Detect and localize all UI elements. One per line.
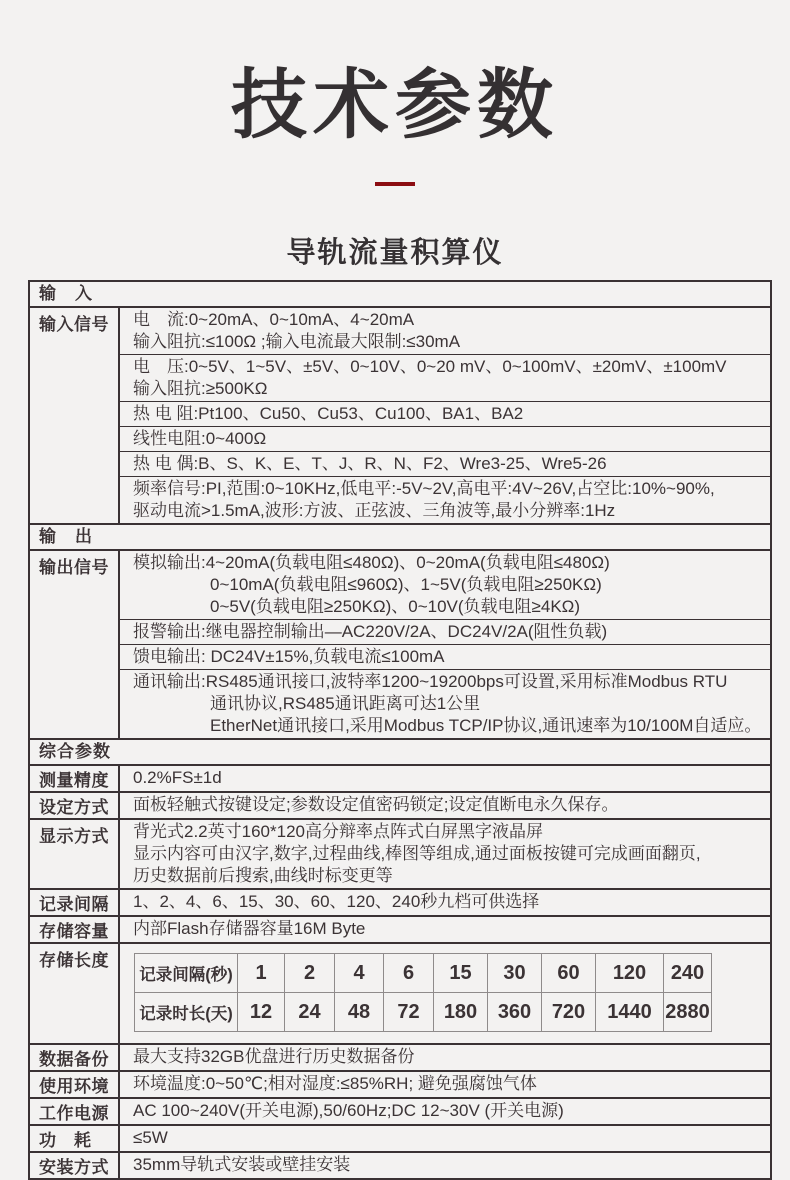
input-voltage-line1: 电 压:0~5V、1~5V、±5V、0~10V、0~20 mV、0~100mV、±20mV、±100mV bbox=[133, 357, 727, 376]
display-label: 显示方式 bbox=[30, 820, 120, 888]
storage-duration-row bbox=[135, 993, 712, 1032]
record-interval-content bbox=[120, 890, 770, 915]
input-current-line2: 输入阻抗:≤100Ω ;输入电流最大限制:≤30mA bbox=[133, 332, 461, 351]
row-storage-length bbox=[30, 942, 770, 1043]
backup-value: 最大支持32GB优盘进行历史数据备份 bbox=[133, 1047, 415, 1066]
output-analog-spec bbox=[120, 551, 770, 619]
input-signal-content bbox=[120, 308, 770, 523]
storage-duration-cell: 2880 bbox=[664, 993, 712, 1032]
input-voltage-line2: 输入阻抗:≥500KΩ bbox=[133, 379, 268, 398]
input-frequency-line1: 频率信号:PI,范围:0~10KHz,低电平:-5V~2V,高电平:4V~26V,占空比:10%~90%, bbox=[133, 479, 715, 498]
row-installation bbox=[30, 1151, 770, 1178]
row-environment bbox=[30, 1070, 770, 1097]
storage-duration-cell: 180 bbox=[434, 993, 488, 1032]
power-supply-label: 工作电源 bbox=[30, 1099, 120, 1124]
accuracy-value: 0.2%FS±1d bbox=[133, 768, 222, 787]
storage-interval-cell: 30 bbox=[488, 954, 542, 993]
display-line1: 背光式2.2英寸160*120高分辩率点阵式白屏黑字液晶屏 bbox=[133, 822, 543, 841]
storage-length-label: 存储长度 bbox=[30, 944, 120, 1043]
installation-value: 35mm导轨式安装或壁挂安装 bbox=[133, 1155, 351, 1174]
row-power-supply bbox=[30, 1097, 770, 1124]
storage-interval-cell: 15 bbox=[434, 954, 488, 993]
input-current-line1: 电 流:0~20mA、0~10mA、4~20mA bbox=[133, 310, 415, 329]
output-analog-line2: 0~10mA(负载电阻≤960Ω)、1~5V(负载电阻≥250KΩ) bbox=[210, 575, 602, 594]
spec-table bbox=[28, 280, 772, 1180]
input-thermocouple-line: 热 电 偶:B、S、K、E、T、J、R、N、F2、Wre3-25、Wre5-26 bbox=[133, 454, 607, 473]
storage-capacity-value: 内部Flash存储器容量16M Byte bbox=[133, 919, 366, 938]
environment-content bbox=[120, 1072, 770, 1097]
record-interval-label: 记录间隔 bbox=[30, 890, 120, 915]
storage-duration-cell: 1440 bbox=[596, 993, 664, 1032]
installation-label: 安装方式 bbox=[30, 1153, 120, 1178]
environment-value: 环境温度:0~50℃;相对湿度:≤85%RH; 避免强腐蚀气体 bbox=[133, 1074, 537, 1093]
row-record-interval bbox=[30, 888, 770, 915]
setting-value: 面板轻触式按键设定;参数设定值密码锁定;设定值断电永久保存。 bbox=[133, 795, 619, 814]
storage-duration-cell: 48 bbox=[335, 993, 384, 1032]
backup-content bbox=[120, 1045, 770, 1070]
backup-label: 数据备份 bbox=[30, 1045, 120, 1070]
row-input-signal bbox=[30, 306, 770, 523]
storage-interval-cell: 60 bbox=[542, 954, 596, 993]
storage-length-table-wrap bbox=[120, 945, 770, 1042]
storage-interval-cell: 120 bbox=[596, 954, 664, 993]
page-title: 技术参数 bbox=[231, 63, 559, 148]
section-header-general: 综合参数 bbox=[30, 738, 770, 764]
installation-content bbox=[120, 1153, 770, 1178]
input-voltage-spec bbox=[120, 354, 770, 401]
display-line2: 显示内容可由汉字,数字,过程曲线,棒图等组成,通过面板按键可完成画面翻页, bbox=[133, 844, 701, 863]
row-consumption bbox=[30, 1124, 770, 1151]
display-content bbox=[120, 820, 770, 888]
input-signal-label: 输入信号 bbox=[30, 308, 120, 523]
input-rtd-spec bbox=[120, 401, 770, 426]
storage-duration-cell: 12 bbox=[238, 993, 285, 1032]
storage-duration-cell: 720 bbox=[542, 993, 596, 1032]
storage-capacity-label: 存储容量 bbox=[30, 917, 120, 942]
input-current-spec bbox=[120, 308, 770, 354]
power-supply-value: AC 100~240V(开关电源),50/60Hz;DC 12~30V (开关电源) bbox=[133, 1101, 564, 1120]
output-signal-label: 输出信号 bbox=[30, 551, 120, 738]
accuracy-content bbox=[120, 766, 770, 791]
row-display bbox=[30, 818, 770, 888]
product-subtitle: 导轨流量积算仪 bbox=[286, 237, 504, 269]
display-line3: 历史数据前后搜索,曲线时标变更等 bbox=[133, 866, 393, 885]
input-linear-resistance-line: 线性电阻:0~400Ω bbox=[133, 429, 267, 448]
output-analog-line3: 0~5V(负载电阻≥250KΩ)、0~10V(负载电阻≥4KΩ) bbox=[210, 597, 581, 616]
setting-content bbox=[120, 793, 770, 818]
output-alarm-line: 报警输出:继电器控制输出—AC220V/2A、DC24V/2A(阻性负载) bbox=[133, 622, 608, 641]
output-analog-line1: 模拟输出:4~20mA(负载电阻≤480Ω)、0~20mA(负载电阻≤480Ω) bbox=[133, 553, 610, 572]
output-signal-content bbox=[120, 551, 770, 738]
input-thermocouple-spec bbox=[120, 451, 770, 476]
storage-interval-row bbox=[135, 954, 712, 993]
output-comm-line3: EtherNet通讯接口,采用Modbus TCP/IP协议,通讯速率为10/100M自适应。 bbox=[210, 716, 762, 735]
consumption-label: 功 耗 bbox=[30, 1126, 120, 1151]
output-comm-line1: 通讯输出:RS485通讯接口,波特率1200~19200bps可设置,采用标准Modbus RTU bbox=[133, 672, 728, 691]
output-comm-spec bbox=[120, 669, 770, 738]
storage-length-table bbox=[134, 953, 712, 1032]
input-rtd-line: 热 电 阻:Pt100、Cu50、Cu53、Cu100、BA1、BA2 bbox=[133, 404, 524, 423]
storage-interval-header: 记录间隔(秒) bbox=[135, 954, 238, 993]
row-accuracy bbox=[30, 764, 770, 791]
storage-capacity-content bbox=[120, 917, 770, 942]
storage-interval-cell: 4 bbox=[335, 954, 384, 993]
storage-interval-cell: 2 bbox=[285, 954, 335, 993]
power-supply-content bbox=[120, 1099, 770, 1124]
output-feed-line: 馈电输出: DC24V±15%,负载电流≤100mA bbox=[133, 647, 445, 666]
title-accent-dash bbox=[375, 182, 415, 186]
consumption-content bbox=[120, 1126, 770, 1151]
consumption-value: ≤5W bbox=[133, 1128, 168, 1147]
record-interval-value: 1、2、4、6、15、30、60、120、240秒九档可供选择 bbox=[133, 892, 540, 911]
storage-length-content bbox=[120, 944, 770, 1043]
storage-duration-cell: 24 bbox=[285, 993, 335, 1032]
storage-duration-cell: 72 bbox=[384, 993, 434, 1032]
input-frequency-line2: 驱动电流>1.5mA,波形:方波、正弦波、三角波等,最小分辨率:1Hz bbox=[133, 501, 616, 520]
storage-interval-cell: 1 bbox=[238, 954, 285, 993]
row-backup bbox=[30, 1043, 770, 1070]
row-setting bbox=[30, 791, 770, 818]
input-frequency-spec bbox=[120, 476, 770, 523]
section-header-input: 输 入 bbox=[39, 284, 93, 303]
row-storage-capacity bbox=[30, 915, 770, 942]
storage-interval-cell: 6 bbox=[384, 954, 434, 993]
section-header-output: 输 出 bbox=[30, 523, 770, 549]
output-feed-spec bbox=[120, 644, 770, 669]
environment-label: 使用环境 bbox=[30, 1072, 120, 1097]
row-output-signal bbox=[30, 549, 770, 738]
storage-duration-cell: 360 bbox=[488, 993, 542, 1032]
accuracy-label: 测量精度 bbox=[30, 766, 120, 791]
output-alarm-spec bbox=[120, 619, 770, 644]
setting-label: 设定方式 bbox=[30, 793, 120, 818]
storage-interval-cell: 240 bbox=[664, 954, 712, 993]
output-comm-line2: 通讯协议,RS485通讯距离可达1公里 bbox=[210, 694, 481, 713]
input-linear-resistance-spec bbox=[120, 426, 770, 451]
storage-duration-header: 记录时长(天) bbox=[135, 993, 238, 1032]
